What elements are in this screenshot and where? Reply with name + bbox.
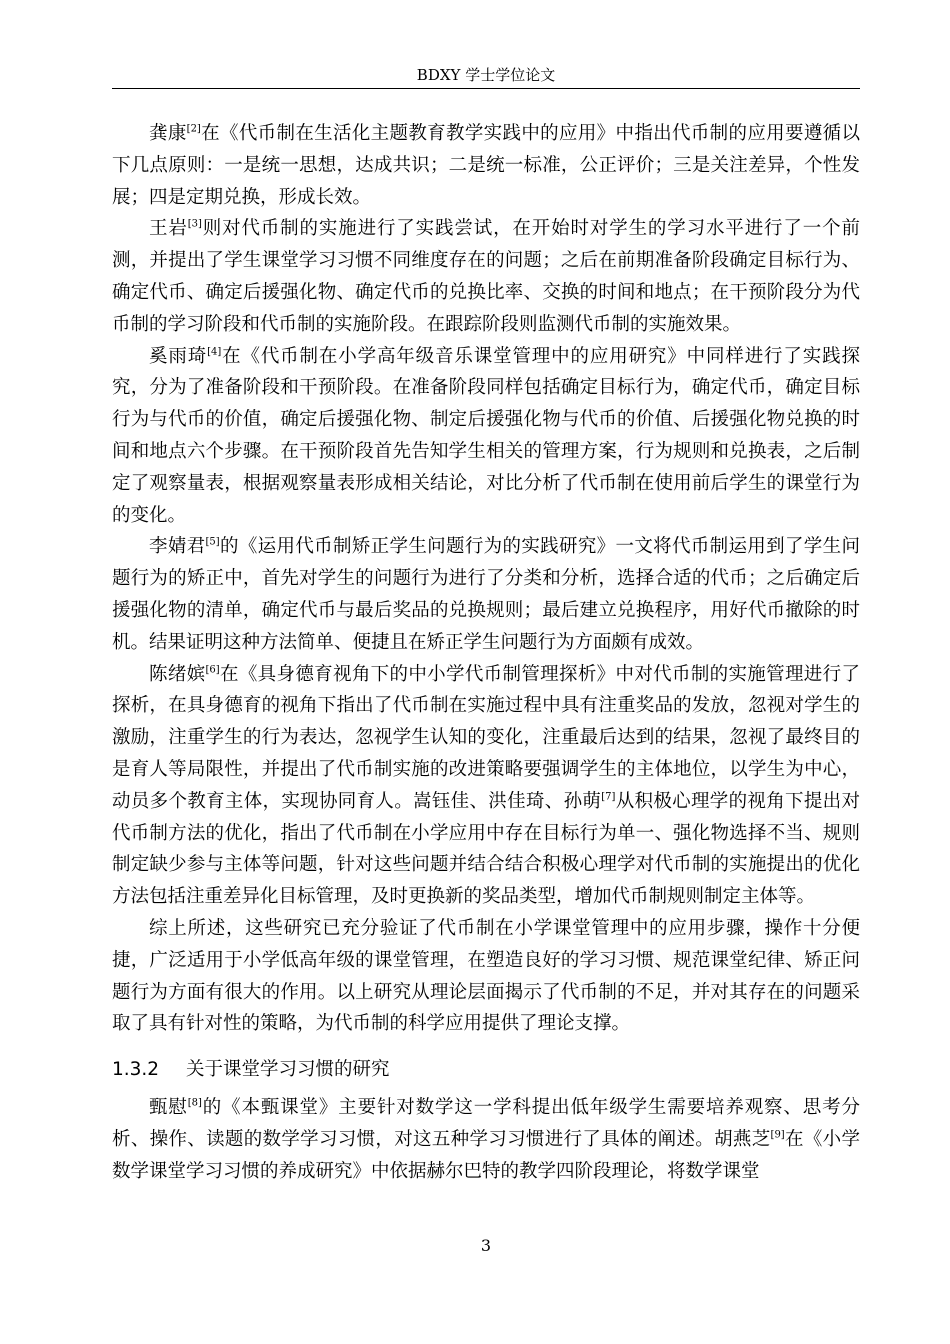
paragraph-text-continued: 从积极心理学的视角下提出对代币制方法的优化，指出了代币制在小学应用中存在目标行为单一、强化物选择不当、规则制定缺少参与主体等问题，针对这些问题并结合结合积极心理学对代币制的实施提出的优化方法包括注重差异化目标管理，及时更换新的奖品类型，增加代币制规则制定主体等。: [112, 790, 860, 908]
page-header: [112, 64, 860, 86]
paragraph-zhen-wei: [112, 1092, 860, 1187]
paragraph-text: 在《具身德育视角下的中小学代币制管理探析》中对代币制的实施管理进行了探析，在具身德育的视角下指出了代币制在实施过程中具有注重奖品的发放，忽视对学生的激励，注重学生的行为表达，忽视学生认知的变化，注重最后达到的结果，忽视了最终目的是育人等局限性，并提出了代币制实施的改进策略要强调学生的主体地位，以学生为中心，动员多个教育主体，实现协同育人。嵩钰佳、洪佳琦、孙萌: [112, 663, 860, 812]
header-title: BDXY 学士学位论文: [416, 66, 556, 84]
paragraph-chen-xupin: [112, 659, 860, 913]
author-name: 李婧君: [149, 536, 206, 558]
citation-ref: [3]: [187, 218, 202, 230]
paragraph-gong-kang: [112, 118, 860, 213]
page-number: 3: [480, 1236, 492, 1255]
paragraph-li-jingjun: [112, 531, 860, 658]
section-heading: [112, 1054, 860, 1086]
paragraph-wang-yan: [112, 213, 860, 340]
citation-ref: [8]: [187, 1097, 202, 1109]
paragraph-text: 在《代币制在生活化主题教育教学实践中的应用》中指出代币制的应用要遵循以下几点原则：一是统一思想，达成共识；二是统一标准，公正评价；三是关注差异，个性发展；四是定期兑换，形成长效。: [112, 123, 860, 208]
author-name: 奚雨琦: [149, 345, 208, 367]
paragraph-text: 在《代币制在小学高年级音乐课堂管理中的应用研究》中同样进行了实践探究，分为了准备阶段和干预阶段。在准备阶段同样包括确定目标行为，确定代币，确定目标行为与代币的价值，确定后援强化物、制定后援强化物与代币的价值、后援强化物兑换的时间和地点六个步骤。在干预阶段首先告知学生相关的管理方案，行为规则和兑换表，之后制定了观察量表，根据观察量表形成相关结论，对比分析了代币制在使用前后学生的课堂行为的变化。: [112, 345, 860, 526]
author-name: 陈绪嫔: [149, 663, 206, 685]
paragraph-text: 的《运用代币制矫正学生问题行为的实践研究》一文将代币制运用到了学生问题行为的矫正中，首先对学生的问题行为进行了分类和分析，选择合适的代币；之后确定后援强化物的清单，确定代币与最后奖品的兑换规则；最后建立兑换程序，用好代币撤除的时机。结果证明这种方法简单、便捷且在矫正学生问题行为方面颇有成效。: [112, 536, 860, 653]
paragraph-summary: [112, 913, 860, 1040]
author-name: 甄慰: [149, 1097, 188, 1119]
author-name: 王岩: [149, 218, 188, 240]
citation-ref: [9]: [770, 1129, 785, 1141]
citation-ref: [4]: [207, 346, 222, 358]
citation-ref: [2]: [186, 123, 201, 135]
section-number: 1.3.2: [112, 1059, 160, 1081]
paragraph-text: 则对代币制的实施进行了实践尝试，在开始时对学生的学习水平进行了一个前测，并提出了学生课堂学习习惯不同维度存在的问题；之后在前期准备阶段确定目标行为、确定代币、确定后援强化物、确定代币的兑换比率、交换的时间和地点；在干预阶段分为代币制的学习阶段和代币制的实施阶段。在跟踪阶段则监测代币制的实施效果。: [112, 218, 860, 335]
paragraph-text: 的《本甄课堂》主要针对数学这一学科提出低年级学生需要培养观察、思考分析、操作、读题的数学学习习惯，对这五种学习习惯进行了具体的阐述。胡燕芝: [112, 1097, 860, 1150]
page-body: [112, 118, 860, 1188]
citation-ref: [6]: [205, 664, 220, 676]
author-name: 龚康: [149, 123, 187, 144]
header-divider: [112, 88, 860, 89]
citation-ref: [5]: [205, 536, 220, 548]
section-title: 关于课堂学习习惯的研究: [186, 1059, 390, 1081]
paragraph-text-continued: 在《小学数学课堂学习习惯的养成研究》中依据赫尔巴特的教学四阶段理论，将数学课堂: [112, 1128, 860, 1182]
citation-ref: [7]: [601, 791, 616, 803]
paragraph-text: 综上所述，这些研究已充分验证了代币制在小学课堂管理中的应用步骤，操作十分便捷，广泛适用于小学低高年级的课堂管理，在塑造良好的学习习惯、规范课堂纪律、矫正问题行为方面有很大的作用。以上研究从理论层面揭示了代币制的不足，并对其存在的问题采取了具有针对性的策略，为代币制的科学应用提供了理论支撑。: [112, 917, 860, 1035]
paragraph-xi-yuqi: [112, 341, 860, 532]
